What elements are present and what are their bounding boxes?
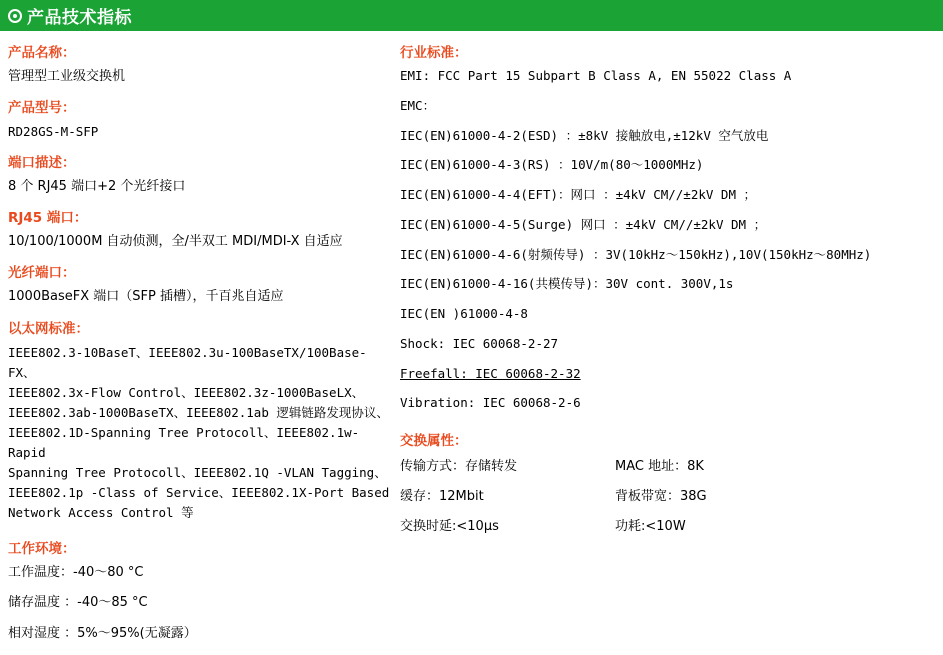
industry-standard-line-emc: EMC：	[400, 97, 436, 113]
left-column	[0, 41, 400, 655]
bullet-circle-icon	[8, 9, 22, 23]
industry-standard-line-magnetic: IEC(EN )61000-4-8	[400, 306, 528, 321]
section-title-ethernet-standard: 以太网标准：	[8, 320, 89, 337]
value-product-name: 管理型工业级交换机	[8, 69, 126, 84]
industry-standard-line-cm: IEC(EN)61000-4-16(共模传导)：30V cont. 300V,1s	[400, 276, 734, 292]
industry-standard-line-surge: IEC(EN)61000-4-5(Surge) 网口 ：±4kV CM//±2kV DM ；	[400, 216, 767, 232]
section-header-bar	[0, 0, 943, 31]
section-title-rj45-port: RJ45 端口：	[8, 210, 88, 227]
value-fiber-port: 1000BaseFX 端口（SFP 插槽），千百兆自适应	[8, 289, 284, 305]
section-title-industry-standard: 行业标准：	[400, 45, 468, 61]
section-title-product-model: 产品型号：	[8, 100, 76, 117]
section-title-switch-attributes: 交换属性：	[400, 433, 468, 449]
section-title-port-description: 端口描述：	[8, 155, 76, 172]
right-column	[400, 41, 943, 655]
section-title-work-environment: 工作环境：	[8, 540, 76, 557]
attr-mac-address: MAC 地址：8K	[615, 459, 704, 474]
ethernet-standard-list	[8, 343, 392, 523]
industry-standard-line-emi: EMI: FCC Part 15 Subpart B Class A, EN 55022 Class A	[400, 68, 792, 83]
content-columns	[0, 31, 943, 655]
industry-standard-line-rs: IEC(EN)61000-4-3(RS) ：10V/m(80～1000MHz)	[400, 157, 704, 173]
value-rj45-port: 10/100/1000M 自动侦测，全/半双工 MDI/MDI-X 自适应	[8, 234, 343, 250]
ethernet-standard-line: IEEE802.3ab-1000BaseTX、IEEE802.1ab 逻辑链路发现协议、	[8, 404, 389, 420]
attr-switch-latency: 交换时延:<10μs	[400, 519, 499, 534]
ethernet-standard-line: IEEE802.3x-Flow Control、IEEE802.3z-1000BaseLX、	[8, 384, 365, 400]
section-title-product-name: 产品名称：	[8, 45, 76, 61]
attr-power-consumption: 功耗:<10W	[615, 519, 686, 534]
work-env-line-storage-temp: 储存温度 ：-40～85 °C	[8, 595, 148, 611]
attr-backplane-bandwidth: 背板带宽：38G	[615, 489, 707, 504]
ethernet-standard-line: IEEE802.1p -Class of Service、IEEE802.1X-Port Based	[8, 484, 390, 500]
industry-standard-line-cs: IEC(EN)61000-4-6(射频传导) ：3V(10kHz～150kHz),10V(150kHz～80MHz)	[400, 246, 872, 262]
switch-attributes-grid	[400, 455, 935, 534]
industry-standard-line-shock: Shock: IEC 60068-2-27	[400, 335, 559, 351]
page-title: 产品技术指标	[27, 8, 132, 28]
attr-transmission-mode: 传输方式：存储转发	[400, 459, 518, 474]
work-env-line-operating-temp: 工作温度：-40～80 °C	[8, 564, 144, 580]
ethernet-standard-line: IEEE802.1D-Spanning Tree Protocoll、IEEE802.1w-Rapid	[8, 424, 360, 460]
attr-buffer: 缓存：12Mbit	[400, 489, 484, 504]
section-title-fiber-port: 光纤端口：	[8, 265, 76, 282]
industry-standard-line-vibration: Vibration: IEC 60068-2-6	[400, 395, 581, 411]
work-env-line-humidity: 相对湿度 ：5%～95%(无凝露）	[8, 626, 197, 642]
industry-standard-line-freefall: Freefall: IEC 60068-2-32	[400, 365, 581, 381]
value-port-description: 8 个 RJ45 端口+2 个光纤接口	[8, 179, 186, 195]
value-product-model: RD28GS-M-SFP	[8, 124, 99, 140]
ethernet-standard-line: Network Access Control 等	[8, 504, 194, 520]
ethernet-standard-line: IEEE802.3-10BaseT、IEEE802.3u-100BaseTX/100Base-FX、	[8, 344, 367, 380]
ethernet-standard-line: Spanning Tree Protocoll、IEEE802.1Q -VLAN Tagging、	[8, 464, 387, 480]
industry-standard-line-esd: IEC(EN)61000-4-2(ESD) ：±8kV 接触放电,±12kV 空气放电	[400, 127, 769, 143]
industry-standard-line-eft: IEC(EN)61000-4-4(EFT)：网口 ：±4kV CM//±2kV DM ；	[400, 187, 756, 202]
